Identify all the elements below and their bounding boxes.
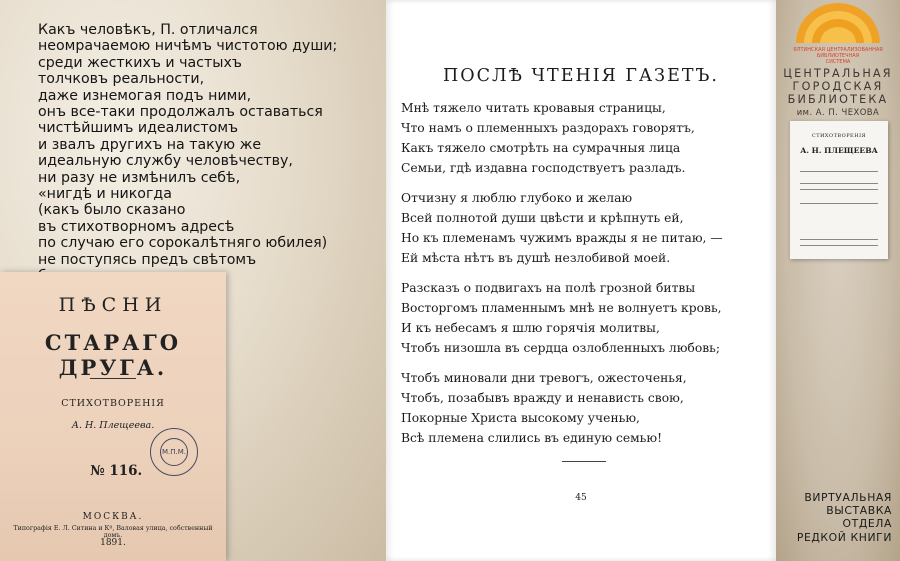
- title-page-rule: [800, 183, 878, 186]
- library-name-line: им. А. П. ЧЕХОВА: [796, 107, 880, 118]
- title-page-rule: [800, 239, 878, 242]
- poem-line: Покорные Христа высокому ученью,: [401, 411, 640, 425]
- poem-line: Ей мѣста нѣтъ въ душѣ незлобивой моей.: [401, 251, 671, 265]
- left-panel: [0, 0, 386, 561]
- title-page-author: А. Н. ПЛЕЩЕЕВА: [800, 146, 878, 155]
- cover-author: А. Н. Плещеева.: [71, 420, 155, 431]
- exhibit-line: ВИРТУАЛЬНАЯ: [804, 491, 892, 504]
- title-page-image: [790, 121, 888, 259]
- library-name-line: ГОРОДСКАЯ: [792, 79, 884, 93]
- library-name: [776, 68, 900, 119]
- poem-title: ПОСЛѢ ЧТЕНІЯ ГАЗЕТЪ.: [443, 66, 719, 86]
- title-page-rule: [800, 203, 878, 206]
- cover-title-line2: СТАРАГО ДРУГА.: [44, 330, 182, 380]
- title-page-rule: [800, 171, 878, 174]
- poem-line: Всѣ племена слились въ единую семью!: [401, 431, 663, 445]
- poem-line: Восторгомъ пламеннымъ мнѣ не волнуетъ кровь,: [401, 301, 722, 315]
- library-stamp-icon: [150, 428, 198, 476]
- poem-line: Всей полнотой души цвѣсти и крѣпнуть ей,: [401, 211, 684, 225]
- cover-number: № 116.: [90, 463, 143, 479]
- poem-line: Разсказъ о подвигахъ на полѣ грозной битвы: [401, 281, 696, 295]
- exhibit-caption: [797, 491, 892, 544]
- poem-line: Чтобъ миновали дни тревогъ, ожесточенья,: [401, 371, 687, 385]
- right-panel: [776, 0, 900, 561]
- poem-line: Семьи, гдѣ издавна господствуетъ разладъ.: [401, 161, 686, 175]
- cover-divider: [90, 378, 136, 379]
- poem-line: Но къ племенамъ чужимъ вражды я не питаю, —: [401, 231, 723, 245]
- poem-line: Чтобъ низошла въ сердца озлобленныхъ любовь;: [401, 341, 720, 355]
- exhibit-line: ОТДЕЛА: [842, 517, 892, 531]
- sunburst-icon: [796, 3, 880, 43]
- poem-stanza: [401, 188, 773, 268]
- poem-line: Отчизну я люблю глубоко и желаю: [401, 191, 633, 205]
- library-logo-icon: [782, 3, 894, 65]
- poem-stanza: [401, 278, 773, 358]
- logo-text: ЯЛТИНСКАЯ ЦЕНТРАЛИЗОВАННАЯ: [793, 47, 883, 53]
- poem-stanza: [401, 98, 773, 178]
- page-number: 45: [575, 493, 587, 503]
- cover-city: МОСКВА.: [82, 512, 144, 522]
- library-name-line: БИБЛИОТЕКА: [787, 92, 889, 106]
- logo-text: СИСТЕМА: [825, 59, 851, 65]
- poem-end-divider: [562, 461, 606, 462]
- poem-line: Мнѣ тяжело читать кровавыя страницы,: [401, 101, 666, 115]
- biography-quote: Какъ человѣкъ, П. отличался неомрачаемою ничѣмъ чистотою души; среди жесткихъ и частыхъ толчковъ реальности, даже изнемогая подъ ними, онъ все-таки продолжалъ оставаться чистѣйшимъ идеалистомъ и звалъ другихъ на такую же идеальную службу человѣчеству, ни разу не измѣнилъ себѣ, «нигдѣ и никогда (какъ было сказано въ стихотворномъ адресѣ по случаю его сорокалѣтняго юбилея) не поступясь предъ свѣтомъ: [38, 22, 338, 268]
- poem-line: Какъ тяжело смотрѣть на сумрачныя лица: [401, 141, 681, 155]
- poem-line: И къ небесамъ я шлю горячія молитвы,: [401, 321, 660, 335]
- library-name-line: ЦЕНТРАЛЬНАЯ: [783, 67, 893, 80]
- stamp-text: М.П.М.: [160, 438, 188, 466]
- cover-printer: Типографія Е. Л. Ситина и Кº, Валовая улица, собственный домъ.: [13, 525, 213, 539]
- cover-year: 1891.: [100, 538, 126, 548]
- title-page-rule: [800, 189, 878, 192]
- logo-text: БИБЛИОТЕЧНАЯ: [816, 53, 860, 59]
- cover-title-line1: ПѢСНИ: [58, 294, 168, 316]
- book-cover-image: [0, 272, 226, 561]
- poem-line: Что намъ о племенныхъ раздорахъ говорятъ,: [401, 121, 695, 135]
- exhibit-line: РЕДКОЙ КНИГИ: [796, 530, 892, 544]
- poem-line: Чтобъ, позабывъ вражду и ненависть свою,: [401, 391, 684, 405]
- title-page-rule: [800, 245, 878, 248]
- cover-subtitle: СТИХОТВОРЕНІЯ: [61, 398, 165, 409]
- title-page-line: СТИХОТВОРЕНІЯ: [811, 133, 867, 139]
- exhibit-line: ВЫСТАВКА: [826, 504, 892, 518]
- poem-stanza: [401, 368, 773, 448]
- book-page: [386, 0, 776, 561]
